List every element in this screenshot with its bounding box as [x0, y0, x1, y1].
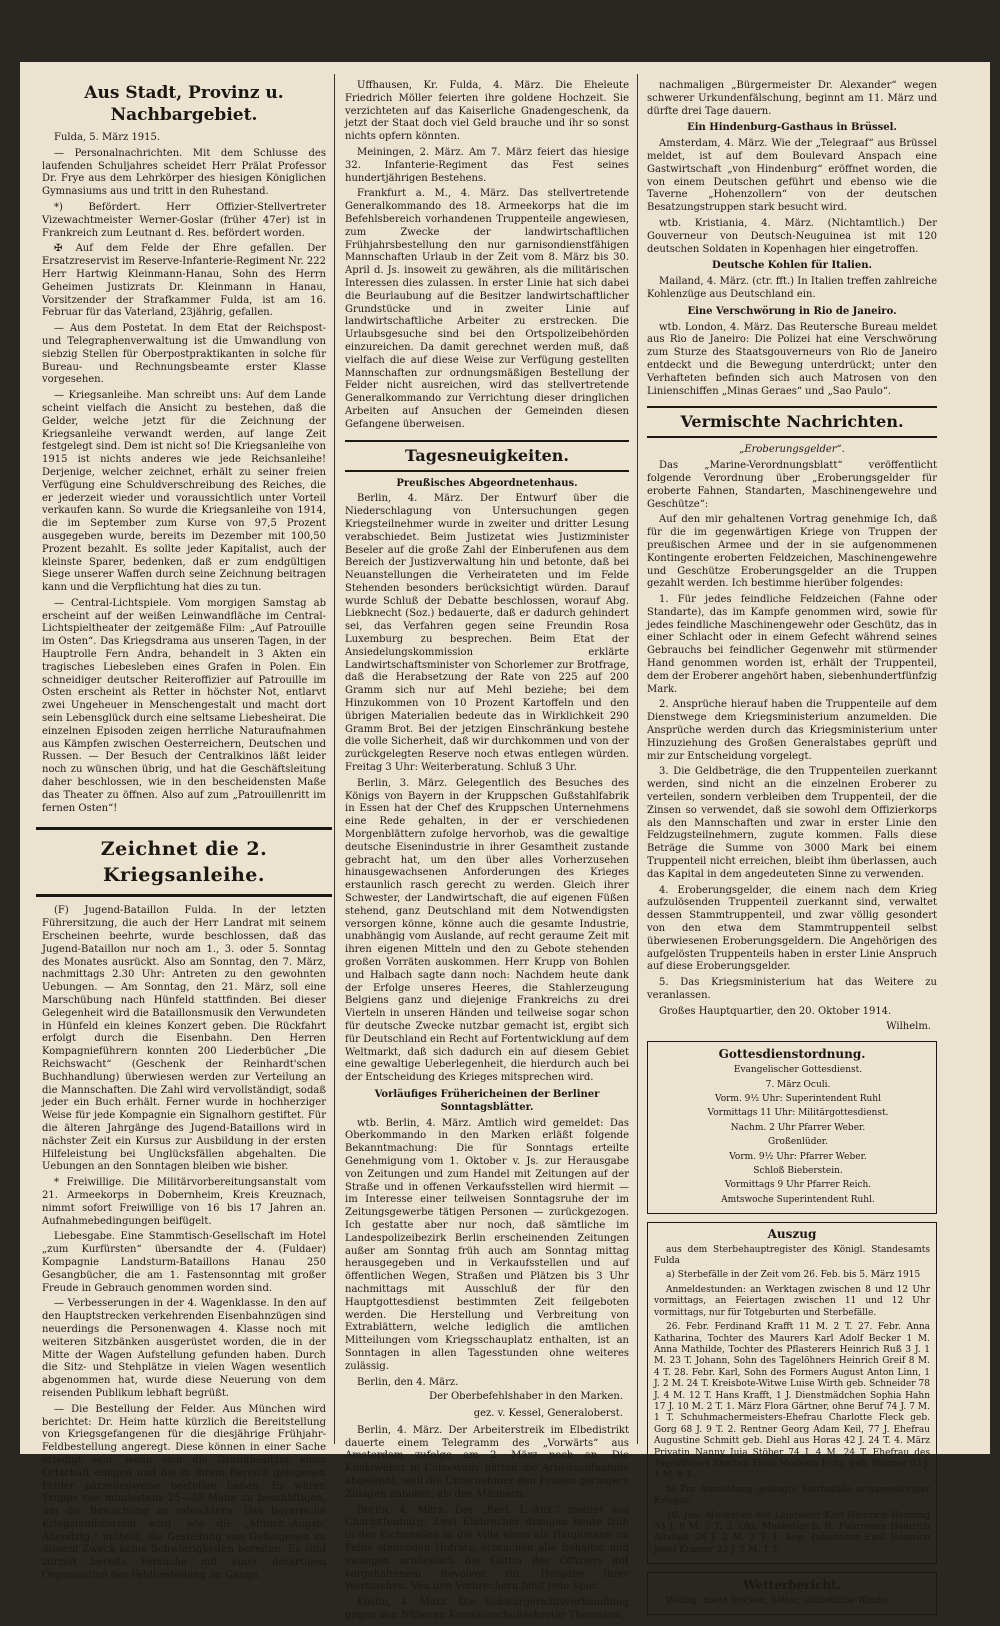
subheading: Eine Verschwörung in Rio de Janeiro. — [687, 305, 897, 317]
article-paragraph: Berlin, 4. März. Der Arbeiterstreik im Elbedistrikt dauerte einem Telegramm des „Vorwärts“ aus Amsterdam zufolge am 2. März noch an. Die Khakiweber in Colnewally hätten die Arbeitsaufnahme abgelehnt, weil die Unternehmer den Frauen geringere Zulagen anboten, als den Männern. — [345, 1424, 629, 1500]
article-paragraph: Uffhausen, Kr. Fulda, 4. März. Die Eheleute Friedrich Möller feierten ihre goldene Hochzeit. Sie verzichteten auf das Kaiserliche Gnadengeschenk, da jetzt der Staat doch viel Geld brauche und ihr so sonst nichts opfern könnten. — [345, 80, 629, 143]
church-service-box — [647, 1041, 937, 1214]
box-lines — [654, 1245, 930, 1557]
article-paragraph: 3. Die Geldbeträge, die den Truppenteilen zuerkannt werden, sind nicht an die einzelnen Eroberer zu verteilen, sondern verbleiben dem Truppenteil, der die Zinsen so verwendet, daß sie sowohl dem Offizierkorps als den Mannschaften und zwar in erster Linie den Feldzugsteilnehmern, zugute kommen. Falls diese Beträge die Summe von 3000 Mark bei einem Truppenteil nicht erreichen, bleibt ihm überlassen, auch das Kapital in dem angedeuteten Sinne zu verwenden. — [647, 766, 937, 880]
article-paragraph: Großenlüder. — [768, 1137, 828, 1148]
article-paragraph: Das „Marine-Verordnungsblatt“ veröffentlicht folgende Verordnung über „Eroberungsgelder für eroberte Fahnen, Standarten, Maschinengewehre und Geschütze“: — [647, 460, 937, 510]
article-paragraph: Frankfurt a. M., 4. März. Das stellvertretende Generalkommando des 18. Armeekorps hat die im Befehlsbereich vorhandenen Truppenteile angewiesen, zum Zwecke der landwirtschaftlichen Frühjahrsbestellung den nur garnisondienstfähigen Mannschaften Urlaub in der Zeit vom 8. März bis 30. April d. Js. insoweit zu gewähren, als die militärischen Interessen dies zulassen. In erster Linie hat sich dabei die Beurlaubung auf die Besitzer landwirtschaftlicher Grundstücke und in zweiter Linie auf landwirtschaftliche Arbeiter zu erstrecken. Die Urlaubsgesuche sind bei den Ortspolizeibehörden einzureichen. Da damit gerechnet werden muß, daß vielfach die auf diese Weise zur Verfügung gestellten Mannschaften zur ordnungsmäßigen Bestellung der Felder nicht ausreichen, wird das stellvertretende Generalkommando zur Verrichtung dieser dringlichen Arbeiten auf Ansuchen der Gemeinden diesen Gefangene überweisen. — [345, 188, 629, 430]
article-paragraph: Vorm. 9½ Uhr: Pfarrer Weber. — [729, 1151, 867, 1162]
article-paragraph: — Verbesserungen in der 4. Wagenklasse. In den auf den Hauptstrecken verkehrenden Eisenbahnzügen sind neuerdings die Personenwagen 4. Klasse noch mit weiteren Sitzbänken ausgerüstet worden, die in der Mitte der Wagen Aufstellung gefunden haben. Durch die Sitz- und Stehplätze in vielen Wagen wesentlich abgenommen hat, wurde diese Neuerung von dem reisenden Publikum lebhaft begrüßt. — [42, 1298, 326, 1399]
subheading: Vorläufiges Frühericheinen der Berliner Sonntagsblätter. — [374, 1088, 600, 1113]
box-title: Auszug — [767, 1227, 817, 1242]
article-paragraph: Fulda, 5. März 1915. — [54, 132, 161, 143]
article-paragraph: *) Befördert. Herr Offizier-Stellvertreter Vizewachtmeister Werner-Goslar (früher 47er) ist in Frankreich zum Leutnant d. Res. befördert worden. — [42, 201, 326, 239]
article-list — [345, 493, 629, 1085]
box-lines — [654, 1065, 930, 1206]
article-paragraph: — Personalnachrichten. Mit dem Schlusse des laufenden Schuljahres scheidet Herr Prälat Professor Dr. Frye aus dem Lehrkörper des hiesigen Königlichen Gymnasiums aus und tritt in den Ruhestand. — [42, 147, 326, 198]
article-paragraph: b) Zur Anmeldung gelangte Sterbefälle ortsangehöriger Krieger: — [654, 1484, 930, 1507]
article-paragraph: — Central-Lichtspiele. Vom morgigen Samstag ab erscheint auf der weißen Leinwandfläche im Central-Lichtspieltheater der zeitgemäße Film: „Auf Patrouille im Osten“. Das Kriegsdrama aus unseren Tagen, in der Hauptrolle Fern Andra, behandelt in 3 Akten ein tragisches Liebesleben eines Grafen in Polen. Ein schneidiger deutscher Reiteroffizier auf Patrouille im Osten erscheint als Retter in höchster Not, entlarvt zwei Ungeheuer in Menschengestalt und macht dort sein Lebensglück durch eine seltsame Liebesheirat. Die einzelnen Episoden zeigen herrliche Naturaufnahmen aus Kämpfen zwischen Oesterreichern, Deutschen und Russen. — Der Besuch der Centralkinos läßt leider noch zu wünschen übrig, und hat die Geschäftsleitung daher beschlossen, wie in den bescheidensten Maße das Theater zu öffnen. Also auf zum „Patrouillenritt im fernen Osten“! — [42, 597, 326, 814]
dateline: Großes Hauptquartier, den 20. Oktober 1914. — [659, 1005, 892, 1017]
article-list — [647, 322, 937, 399]
article-paragraph: nachmaligen „Bürgermeister Dr. Alexander“ wegen schwerer Urkundenfälschung, beginnt am 11. März und dürfte drei Tage dauern. — [647, 80, 937, 117]
article-paragraph: wtb. London, 4. März. Das Reutersche Bureau meldet aus Rio de Janeiro: Die Polizei hat eine Verschwörung zum Sturze des Staatsgouverneurs von Rio de Janeiro entdeckt und die Bewegung unterdrückt; unter den Verhafteten befinden sich auch Matrosen von den Linienschiffen „Minas Geraes“ und „Sao Paulo“. — [647, 321, 937, 397]
article-list — [42, 132, 326, 815]
dateline: Berlin, den 4. März. — [357, 1376, 459, 1388]
article-paragraph: Amtswoche Superintendent Ruhl. — [721, 1194, 875, 1205]
article-paragraph: a) Sterbefälle in der Zeit vom 26. Feb. bis 5. März 1915 — [666, 1270, 921, 1281]
article-list — [42, 905, 326, 1582]
column-1 — [42, 80, 326, 1586]
section-heading: Tagesneuigkeiten. — [345, 440, 629, 472]
article-paragraph: Köslin, 4. März. Die Schwurgerichtsverhandlung gegen den früheren Kreisausschußsekretär Thormann, — [345, 1597, 629, 1622]
article-list — [647, 276, 937, 302]
article-paragraph: Liebesgabe. Eine Stammtisch-Gesellschaft im Hotel „zum Kurfürsten“ übersandte der 4. (Fuldaer) Kompagnie Landsturm-Bataillons Hanau 250 Gesangbücher, die am 1. Fastensonntag mit großer Freude in Gebrauch genommen worden sind. — [42, 1231, 326, 1294]
article-list — [345, 80, 629, 432]
weather-box — [647, 1572, 937, 1615]
weather-text: Wolkig, meist trocken, kälter, südöstliche Winde. — [666, 1596, 890, 1607]
section-heading: Aus Stadt, Provinz u. Nachbargebiet. — [84, 83, 284, 125]
article-paragraph: 26. Febr. Ferdinand Krafft 11 M. 2 T. 27. Febr. Anna Katharina, Tochter des Maurers Karl Adolf Becker 1 M. Anna Mathilde, Tochter des Pflasterers Heinrich Ruß 3 J. 1 M. 23 T. Johann, Sohn des Tagelöhners Heinrich Greif 8 M. 4 T. 28. Febr. Karl, Sohn des Formers August Anton Linn, 1 J. 2 M. 24 T. Kreisbote-Witwe Luise Wirth geb. Schneider 78 J. 4 M. 12 T. Hans Krafft, 1 J. Dienstmädchen Sophia Hahn 17 J. 10 M. 2 T. 1. März Flora Gärtner, ohne Beruf 74 J. 7 M. 1 T. Schuhmachermeisters-Ehefrau Charlotte Fleck geb. Gorg 68 J. 9 T. 2. Rentner Georg Adam Keil, 77 J. Ehefrau Augustine Schmitt geb. Diehl aus Horas 42 J. 24 T. 4. März Privatin Nanny Juja Stöber 74 J. 4 M. 24 T. Ehefrau des Tagelöhners Ehefrau Flora Modesta Fritz, geb. Wagner 63 J. 1 M. 8 T. — [654, 1322, 930, 1481]
article-paragraph: 10. Jan. Musketier der Landwehr Karl Heinrich Henning 33 J. 8 M. 5 T. 3. Okt. Musketier b. R. Fuhrmann Heinrich Altstadt 26 J. 2 M. 2 T. 1. Kop. Infanterist Emil Heinrich Josef Kramer 23 J. 5 M. 1 T. — [654, 1510, 930, 1555]
article-paragraph: Vormittags 9 Uhr Pfarrer Reich. — [724, 1180, 872, 1191]
article-paragraph: wtb. Kristiania, 4. März. (Nichtamtlich.) Der Gouverneur von Deutsch-Neuguinea ist mit 120 deutschen Soldaten in Kopenhagen hier eingetroffen. — [647, 217, 937, 255]
subheading: „Eroberungsgelder“. — [739, 444, 845, 456]
article-paragraph: Mailand, 4. März. (ctr. fft.) In Italien treffen zahlreiche Kohlenzüge aus Deutschland ein. — [647, 276, 937, 300]
article-paragraph: — Kriegsanleihe. Man schreibt uns: Auf dem Lande scheint vielfach die Ansicht zu bestehen, daß die Gelder, welche jetzt für die Zeichnung der Kriegsanleihe verwandt werden, auf lange Zeit festgelegt sind. Dem ist nicht so! Die Kriegsanleihe von 1915 ist nichts anderes wie jede Reichsanleihe! Derjenige, welcher zeichnet, erhält zu seiner freien Verfügung eine Schuldverschreibung des Reiches, die er jederzeit wieder und voraussichtlich unter Vorteil verkaufen kann. So wurde die Kriegsanleihe von 1914, die im September zum Kurse von 97,5 Prozent ausgegeben wurde, bereits im Dezember mit 100,50 Prozent bezahlt. Es sollte jeder Kapitalist, auch der kleinste Sparer, bedenken, daß er zum endgültigen Siege unserer Waffen durch seine Zeichnung beitragen kann und die Verpflichtung hat dies zu tun. — [42, 390, 326, 594]
subheading: Deutsche Kohlen für Italien. — [712, 260, 872, 272]
article-paragraph: 7. März Oculi. — [765, 1079, 831, 1090]
article-paragraph: Auf den mir gehaltenen Vortrag genehmige Ich, daß für die im gegenwärtigen Kriege von Truppen der preußischen Armee und der in sie aufgenommenen Kontingente eroberten Feldzeichen, Maschinengewehre und Geschütze Eroberungsgelder an die Truppen gezahlt werden. Ich bestimme hierüber folgendes: — [647, 514, 937, 590]
column-rule — [334, 74, 335, 1444]
article-paragraph: Berlin, 4. März. Der Entwurf über die Niederschlagung von Untersuchungen gegen Kriegsteilnehmer wurde in zweiter und dritter Lesung verabschiedet. Beim Justizetat wies Justizminister Beseler auf die große Zahl der Einberufenen aus dem Bereich der Justizverwaltung hin und betonte, daß bei Neuanstellungen die Verheirateten und im Felde Stehenden besonders berücksichtigt würden. Darauf wurde Schluß der Debatte beschlossen, worauf Abg. Liebknecht (Soz.) bedauerte, daß er dadurch gehindert sei, das Verfahren gegen seine Freundin Rosa Luxemburg zu besprechen. Beim Etat der Ansiedelungskommission erklärte Landwirtschaftsminister von Schorlemer zur Brotfrage, daß die Herabsetzung der Rate von 225 auf 200 Gramm sich nur auf Mehl beziehe; bei dem Hinzukommen von 10 Prozent Kartoffeln und den übrigen Materialien bedeute das in Wirklichkeit 290 Gramm Brot. Bei der jetzigen Einschränkung bestehe die volle Sicherheit, daß wir durchkommen und von der zurückgelegten Reserve noch etwas entlegen würden. Freitag 3 Uhr: Weiterberatung. Schluß 3 Uhr. — [345, 493, 629, 774]
subheading: Preußisches Abgeordnetenhaus. — [396, 477, 578, 489]
article-paragraph: 1. Für jedes feindliche Feldzeichen (Fahne oder Standarte), das im Kampfe genommen wird, sowie für jedes feindliche Maschinengewehr oder Geschütz, das in einer Schlacht oder in einem Gefecht während seines Gebrauchs bei feindlicher Gegenwehr mit stürmender Hand genommen worden ist, erhält der Truppenteil, dem der Eroberer angehört haben, siebenhundertfünfzig Mark. — [647, 594, 937, 695]
article-list — [647, 80, 937, 118]
article-paragraph: Nachm. 2 Uhr Pfarrer Weber. — [730, 1122, 866, 1133]
article-paragraph: * Freiwillige. Die Militärvorbereitungsanstalt vom 21. Armeekorps in Dobernheim, Kreis Kreuznach, nimmt sofort Freiwillige von 16 bis 17 Jahren an. Aufnahmebedingungen beifügelt. — [42, 1177, 326, 1227]
article-list — [345, 1118, 629, 1374]
box-title: Gottesdienstordnung. — [718, 1047, 866, 1062]
article-paragraph: wtb. Berlin, 4. März. Amtlich wird gemeldet: Das Oberkommando in den Marken erläßt folgende Bekanntmachung: Die für Sonntags erteilte Genehmigung vom 1. Oktober v. Js. zur Herausgabe von Zeitungen und zum Handel mit Zeitungen auf der Straße und in offenen Verkaufsstellen wird hiermit — im Interesse einer teilweisen Sonntagsruhe der im Zeitungsgewerbe tätigen Personen — zurückgezogen. Ich gestatte aber nur noch, daß sämtliche im Landespolizeibezirk Berlin erscheinenden Zeitungen außer am Sonntag früh auch am Sonntag mittag herausgegeben und in Verkaufsstellen und auf öffentlichen Wegen, Straßen und Plätzen bis 3 Uhr nachmittags mit Ausschluß der für den Hauptgottesdienst bestimmten Zeit feilgeboten werden. Die Herstellung und Verbreitung von Extrablättern, welche lediglich die amtlichen Mitteilungen vom Kriegsschauplatz enthalten, ist an Sonntagen in allen Tagesstunden ohne weiteres zulässig. — [345, 1117, 629, 1372]
article-paragraph: 5. Das Kriegsministerium hat das Weitere zu veranlassen. — [647, 977, 937, 1001]
article-paragraph: — Aus dem Postetat. In dem Etat der Reichspost- und Telegraphenverwaltung ist die Umwandlung von siebzig Stellen für Oberpostpraktikanten in solche für Bureau- und Rechnungsbeamte erster Klasse vorgesehen. — [42, 323, 326, 386]
article-list — [647, 138, 937, 256]
article-paragraph: 2. Ansprüche hierauf haben die Truppenteile auf dem Dienstwege dem Kriegsministerium anzumelden. Die Ansprüche werden durch das Kriegsministerium unter Hinzuziehung des Großen Generalstabes geprüft und mir zur Entscheidung vorgelegt. — [647, 699, 937, 762]
war-bond-banner: Zeichnet die 2. Kriegsanleihe. — [36, 827, 332, 897]
article-paragraph: (F) Jugend-Bataillon Fulda. In der letzten Führersitzung, die auch der Herr Landrat mit seinem Erscheinen beehrte, wurde beschlossen, daß das Jugend-Bataillon nur noch am 1., 3. oder 5. Sonntag des Monates ausrückt. Also am Sonntag, den 7. März, nachmittags 2.30 Uhr: Antreten zu den gewohnten Uebungen. — Am Sonntag, den 21. März, soll eine Marschübung nach Hünfeld stattfinden. Bei dieser Gelegenheit wird die Bataillonsmusik den Verwundeten in Hünfeld ein kleines Konzert geben. Die Rückfahrt erfolgt durch die Eisenbahn. Den Herren Kompagnieführern konnten 200 Liederbücher „Die Reichswacht“ (Geschenk der Reinhardt'schen Buchhandlung) überwiesen werden zur Verteilung an die Mannschaften. Die Zahl wird vervollständigt, sodaß jeder ein Buch erhält. Ferner wurde in hochherziger Weise für jede Kompagnie ein Signalhorn gestiftet. Für die älteren Jahrgänge des Jugend-Bataillons wird in nächster Zeit ein Kursus zur Ausbildung in der ersten Hilfeleistung bei Unglücksfällen abgehalten. Die Uebungen an den Sonntagen bleiben wie bisher. — [42, 905, 326, 1173]
signature: Der Oberbefehlshaber in den Marken. — [429, 1391, 623, 1403]
article-paragraph: Anmeldestunden: an Werktagen zwischen 8 und 12 Uhr vormittags, an Feiertagen zwischen 11 und 12 Uhr vormittags, nur für Totgeburten und Sterbefälle. — [654, 1284, 930, 1318]
article-paragraph: 4. Eroberungsgelder, die einem nach dem Krieg aufzulösenden Truppenteil zuerkannt sind, verwaltet dessen Stammtruppenteil, und zwar völlig gesondert von den etwa dem Stammtruppenteil selbst überwiesenen Eroberungsgeldern. Die Angehörigen des aufgelösten Truppenteils haben in erster Linie Anspruch auf diese Eroberungsgelder. — [647, 884, 937, 973]
article-paragraph: aus dem Sterbehauptregister des Königl. Standesamts Fulda — [654, 1244, 930, 1267]
article-list — [647, 460, 937, 1003]
article-paragraph: Berlin, 3. März. Gelegentlich des Besuches des Königs von Bayern in der Kruppschen Gußstahlfabrik in Essen hat der Chef des Kruppschen Unternehmens eine Rede gehalten, in der er verschiedenen Morgenblättern zufolge hervorhob, was die gewaltige deutsche Eisenindustrie in ihrer Gesamtheit zustande gebracht hat, um den über alles Vorherzusehen hinausgewachsenen Anforderungen des Krieges erstaunlich rasch gerecht zu werden. Gleich ihrer Schwester, der Landwirtschaft, die auf eigenen Füßen stehend, ganz Deutschland mit dem Notwendigsten versorgen könne, könne auch die gesamte Industrie, unabhängig vom Auslande, auf recht geraume Zeit mit ihren eigenen Mitteln und den zu Gebote stehenden großen Vorräten auskommen. Herr Krupp von Bohlen und Halbach sagte dann noch: Nachdem heute dank der Erfolge unseres Heeres, die Stahlerzeugung Belgiens ganz und diejenige Frankreichs zu drei Vierteln in unseren Händen und teilweise sogar schon für deutsche Zwecke nutzbar gemacht ist, ergibt sich für Deutschland ein Recht auf Fortentwicklung auf dem Weltmarkt, daß sich dadurch ein auf diesem Gebiet eine gewaltige Ueberlegenheit, die hierdurch auch bei der Entscheidung des Krieges mitsprechen wird. — [345, 777, 629, 1084]
box-title: Wetterbericht. — [743, 1578, 841, 1593]
column-2 — [345, 80, 629, 1626]
column-3 — [647, 80, 937, 1615]
newspaper-page — [20, 62, 990, 1622]
signature: gez. v. Kessel, Generaloberst. — [473, 1408, 623, 1420]
death-register-box — [647, 1222, 937, 1564]
section-heading: Vermischte Nachrichten. — [647, 406, 937, 438]
article-paragraph: Berlin, 4. März. Der „Berl. L.-Anz.“ meldet aus Charlottenburg: Zwei Einbrecher drangen heute früh in der Eichenallee in die Villa eines als Hauptmann im Felde stehenden Hofrats, erbrachen alle Behälter und zwangen schließlich die Gattin des Offiziers mit vorgehaltenem Revolver zur Hergabe ihrer Wertsachen. Von den Verbrechern fehlt jede Spur. — [345, 1504, 629, 1593]
subheading: Ein Hindenburg-Gasthaus in Brüssel. — [687, 122, 897, 134]
article-paragraph: Schloß Bieberstein. — [753, 1166, 843, 1177]
article-paragraph: Amsterdam, 4. März. Wie der „Telegraaf“ aus Brüssel meldet, ist auf dem Boulevard Anspach eine Gastwirtschaft „von Hindenburg“ eröffnet worden, die von einem Deutschen geführt und ebenso wie die Taverne „Hohenzollern“ von der deutschen Besatzungstruppen stark besucht wird. — [647, 138, 937, 214]
article-paragraph: ✠ Auf dem Felde der Ehre gefallen. Der Ersatzreservist im Reserve-Infanterie-Regiment Nr. 222 Herr Hartwig Kleinmann-Hanau, Sohn des Herrn Geheimen Justizrats Dr. Kleinmann in Hanau, Vorsitzender der Strafkammer Fulda, ist am 16. Februar für das Vaterland, 23jährig, gefallen. — [42, 243, 326, 319]
article-list — [345, 1425, 629, 1623]
signature: Wilhelm. — [886, 1020, 931, 1032]
article-paragraph: Vorm. 9½ Uhr: Superintendent Ruhl — [715, 1094, 881, 1104]
article-paragraph: Evangelischer Gottesdienst. — [733, 1065, 863, 1076]
column-rule — [637, 74, 638, 1444]
article-paragraph: Vormittags 11 Uhr: Militärgottesdienst. — [707, 1108, 889, 1119]
article-paragraph: Meiningen, 2. März. Am 7. März feiert das hiesige 32. Infanterie-Regiment das Fest seines hundertjährigen Bestehens. — [345, 146, 629, 184]
article-paragraph: — Die Bestellung der Felder. Aus München wird berichtet: Dr. Heim hatte kürzlich die Bereitstellung von Kriegsgefangenen für die diesjährige Frühjahr-Feldbestellung angeregt. Diese können in einer Sache erledigt sein, wenn sich die Grundbesitzer einer Ortschaft einigen und die in ihrem Bereich gelegenen Felder parzellenweise bestellen ließen. Es wären Trupps von mindestens 25—30 Mann zu beschäftigen, um die Bewachung zu erleichtern. Das bayerische Kriegsministerium wird, wie die „Münch.-Augsb. Abendztg.“ mitteilt, die Gestellung von Gefangenen zu diesem Zweck keine Schwierigkeiten bereiten. Es sind zurzeit bereits Versuche mit einer derartigen Organisation der Feldbestellung im Gange. — [42, 1403, 326, 1582]
